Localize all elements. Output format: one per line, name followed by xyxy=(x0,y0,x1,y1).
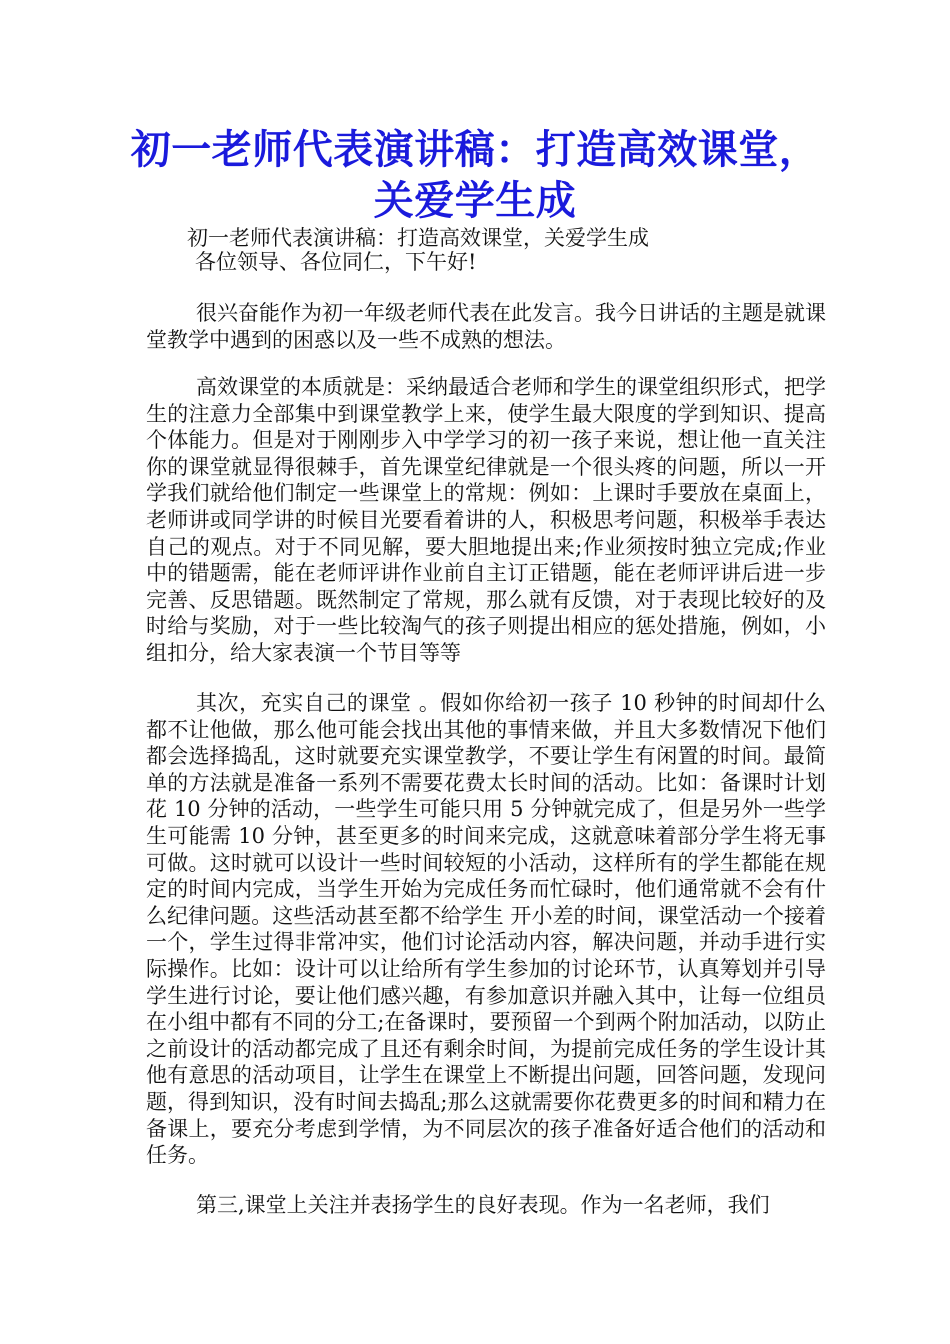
paragraph-intro: 很兴奋能作为初一年级老师代表在此发言。我今日讲话的主题是就课堂教学中遇到的困惑以及一些不成熟的想法。 xyxy=(146,301,826,352)
paragraph-praise-students: 第三,课堂上关注并表扬学生的良好表现。作为一名老师，我们 xyxy=(196,1193,770,1217)
document-title: 初一老师代表演讲稿：打造高效课堂，关爱学生成 xyxy=(130,126,820,224)
greeting-line: 各位领导、各位同仁，下午好! xyxy=(195,250,477,274)
document-subtitle: 初一老师代表演讲稿：打造高效课堂，关爱学生成 xyxy=(187,226,649,250)
paragraph-enrich-classroom: 其次，充实自己的课堂 。假如你给初一孩子 10 秒钟的时间却什么都不让他做，那么他可能会找出其他的事情来做，并且大多数情况下他们都会选择捣乱，这时就要充实课堂教学，不要让学生有闲置的时间。最简单的方法就是准备一系列不需要花费太长时间的活动。比如：备课时计划花 10 分钟的活动，一些学生可能只用 5 分钟就完成了，但是另外一些学生可能需 10 分钟，甚至更多的时间来完成，这就意味着部分学生将无事可做。这时就可以设计一些时间较短的小活动，这样所有的学生都能在规定的时间内完成，当学生开始为完成任务而忙碌时，他们通常就不会有什么纪律问题。这些活动甚至都不给学生 开小差的时间，课堂活动一个接着一个，学生过得非常冲实，他们讨论活动内容，解决问题，并动手进行实际操作。比如：设计可以让给所有学生参加的讨论环节，认真筹划并引导学生进行讨论，要让他们感兴趣，有参加意识并融入其中，让每一位组员在小组中都有不同的分工;在备课时，要预留一个到两个附加活动，以防止之前设计的活动都完成了且还有剩余时间，为提前完成任务的学生设计其他有意思的活动项目，让学生在课堂上不断提出问题，回答问题，发现问题，得到知识，没有时间去捣乱;那么这就需要你花费更多的时间和精力在备课上，要充分考虑到学情，为不同层次的孩子准备好适合他们的活动和任务。 xyxy=(146,691,826,1168)
paragraph-efficient-classroom: 高效课堂的本质就是：采纳最适合老师和学生的课堂组织形式，把学生的注意力全部集中到课堂教学上来，使学生最大限度的学到知识、提高个体能力。但是对于刚刚步入中学学习的初一孩子来说，想让他一直关注你的课堂就显得很棘手，首先课堂纪律就是一个很头疼的问题，所以一开学我们就给他们制定一些课堂上的常规：例如：上课时手要放在桌面上，老师讲或同学讲的时候目光要看着讲的人，积极思考问题，积极举手表达自己的观点。对于不同见解，要大胆地提出来;作业须按时独立完成;作业中的错题需，能在老师评讲作业前自主订正错题，能在老师评讲后进一步完善、反思错题。既然制定了常规，那么就有反馈，对于表现比较好的及时给与奖励，对于一些比较淘气的孩子则提出相应的惩处措施，例如，小组扣分，给大家表演一个节目等等 xyxy=(146,375,826,665)
